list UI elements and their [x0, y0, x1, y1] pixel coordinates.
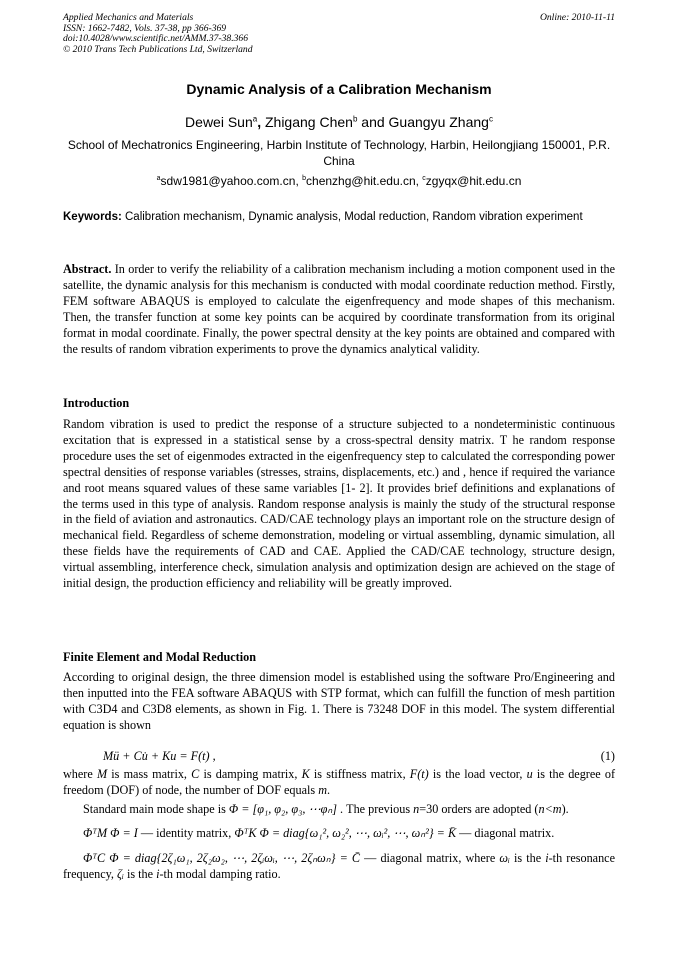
text-run: -th resonance frequency, — [63, 851, 615, 881]
keywords-text: Calibration mechanism, Dynamic analysis, Modal reduction, Random vibration experiment — [121, 211, 583, 223]
issn-line: ISSN: 1662-7482, Vols. 37-38, pp 366-369 — [63, 22, 227, 34]
copyright-line: © 2010 Trans Tech Publications Ltd, Switzerland — [63, 43, 253, 55]
journal-name: Applied Mechanics and Materials — [63, 12, 194, 23]
text-run: — diagonal matrix, where — [360, 851, 500, 865]
equation-expression: Mü + Cu̇ + Ku = F(t) , — [103, 749, 216, 763]
text-run: is the — [509, 851, 546, 865]
text-run: is damping matrix, — [199, 767, 302, 781]
keywords-block — [63, 209, 615, 225]
paper-title: Dynamic Analysis of a Calibration Mechanism — [186, 81, 492, 97]
email-address[interactable]: sdw1981@yahoo.com.cn — [160, 174, 296, 188]
where-paragraph — [63, 766, 615, 798]
symbol-m: M — [96, 767, 108, 781]
equation-1 — [63, 749, 615, 765]
symbol-k: K — [301, 767, 310, 781]
text-run: where — [63, 767, 97, 781]
equation-number: (1) — [600, 749, 615, 763]
text-run: =30 orders are adopted ( — [419, 802, 539, 816]
text-run: is the degree of freedom (DOF) of node, the number of DOF equals — [63, 767, 615, 797]
mode-shape-formula: Φ = [φ₁, φ₂, φ₃, ⋯φₙ] — [228, 802, 337, 816]
damping-formula: ΦᵀC Φ = diag{2ζ₁ω₁, 2ζ₂ω₂, ⋯, 2ζᵢωᵢ, ⋯, 2ζₙωₙ} = C̄ — [83, 851, 361, 865]
symbol-zeta-i: ζᵢ — [117, 867, 124, 881]
author-list — [63, 114, 615, 130]
email-sup: a — [156, 175, 161, 182]
orthogonality-formula-mass: ΦᵀM Φ = I — [83, 826, 138, 840]
online-date: Online: 2010-11-11 — [539, 12, 615, 23]
text-run: — diagonal matrix. — [456, 826, 555, 840]
orthogonality-line — [83, 825, 615, 841]
symbol-u: u — [526, 767, 533, 781]
keywords-label: Keywords: — [63, 211, 122, 223]
abstract-block — [63, 261, 615, 357]
text-run: is the — [123, 867, 157, 881]
author-separator: , — [257, 114, 265, 130]
text-run: is the load vector, — [428, 767, 527, 781]
section-heading-fem: Finite Element and Modal Reduction — [63, 650, 256, 664]
symbol-c: C — [191, 767, 200, 781]
author-separator: and — [357, 114, 389, 130]
email-sup: b — [302, 175, 307, 182]
author-name: Guangyu Zhang — [388, 114, 489, 130]
author-name: Zhigang Chen — [264, 114, 353, 130]
text-run: Standard main mode shape is — [83, 802, 229, 816]
mode-shape-line — [83, 801, 615, 817]
text-run: . The previous — [336, 802, 414, 816]
symbol-i: i — [156, 867, 160, 881]
fem-paragraph: According to original design, the three dimension model is established using the software Pro/Engineering and then inputted into the FEA software ABAQUS with STP format, which can fulfill the function of mesh partition with C3D4 and C3D8 elements, as shown in Fig. 1. There is 73248 DOF in this model. The system differential equation is shown — [63, 670, 615, 732]
damping-paragraph — [63, 850, 615, 882]
email-address[interactable]: zgyqx@hit.edu.cn — [425, 174, 522, 188]
email-list: $^a$sdw1981@yahoo.com.cn, $^b$chenzhg@hit.edu.cn, $^c$zgyqx@hit.edu.cn — [156, 174, 522, 188]
author-sup: a — [252, 114, 258, 124]
author-sup: b — [352, 114, 358, 124]
author-name: Dewei Sun — [185, 114, 253, 130]
text-run: -th modal damping ratio. — [159, 867, 281, 881]
text-run: is stiffness matrix, — [309, 767, 410, 781]
affiliation: School of Mechatronics Engineering, Harbin Institute of Technology, Harbin, Heilongjiang 150001, P.R. China — [67, 138, 611, 168]
running-header — [63, 13, 615, 55]
symbol-n: n — [413, 802, 420, 816]
text-run: — identity matrix, — [137, 826, 235, 840]
orthogonality-formula-stiffness: ΦᵀK Φ = diag{ω₁², ω₂², ⋯, ωᵢ², ⋯, ωₙ²} = K̄ — [234, 826, 457, 840]
text-run: ). — [561, 802, 569, 816]
symbol-n-lt-m: n<m — [538, 802, 562, 816]
symbol-ft: F(t) — [409, 767, 429, 781]
symbol-i: i — [545, 851, 549, 865]
text-run: is mass matrix, — [107, 767, 192, 781]
symbol-m-lower: m — [318, 783, 328, 797]
symbol-omega-i: ωᵢ — [499, 851, 510, 865]
email-address[interactable]: chenzhg@hit.edu.cn — [306, 174, 416, 188]
author-sup: c — [488, 114, 493, 124]
section-heading-introduction: Introduction — [63, 396, 130, 410]
email-sup: c — [422, 175, 426, 182]
abstract-text: In order to verify the reliability of a calibration mechanism including a motion component used in the satellite, the dynamic analysis for this mechanism is conducted with modal coordinate reduction method. Firstly, FEM software ABAQUS is employed to calculate the eigenfrequency and mode shapes of this mechanism. Then, the transfer function at some key points can be acquired by coordinate transformation from its original format in modal coordinate. Finally, the power spectral density at the key points are obtained and compared with the results of random vibration experiments to prove the dynamics analytical validity. — [63, 262, 615, 356]
text-run: . — [327, 783, 331, 797]
doi-line: doi:10.4028/www.scientific.net/AMM.37-38.366 — [63, 33, 249, 45]
introduction-paragraph: Random vibration is used to predict the response of a structure subjected to a nondeterministic continuous excitation that is expressed in a statistical sense by a cross-spectral density matrix. T he random response procedure uses the set of eigenmodes extracted in the eigenfrequency step to calculated the corresponding power spectral densities of response variables (stresses, strains, displacements, etc.) and , hence if required the variance and root means squared values of these same variables [1- 2]. It provides brief definitions and explanations of the terms used in this type of analysis. Random response analysis is mainly the study of the structural response in the field of aviation and astronautics. CAD/CAE technology plays an important role on the structure design of mechanical field. Regardless of scheme demonstration, modeling or virtual assembling, dynamic simulation, all these fields have the requirements of CAD and CAE. Applied the CAD/CAE technology, structure design, virtual assembling, interference check, simulation analysis and optimization design are achieved on the stage of initial design, the production efficiency and reliability will be greatly improved. — [63, 417, 615, 591]
abstract-label: Abstract. — [63, 262, 112, 276]
